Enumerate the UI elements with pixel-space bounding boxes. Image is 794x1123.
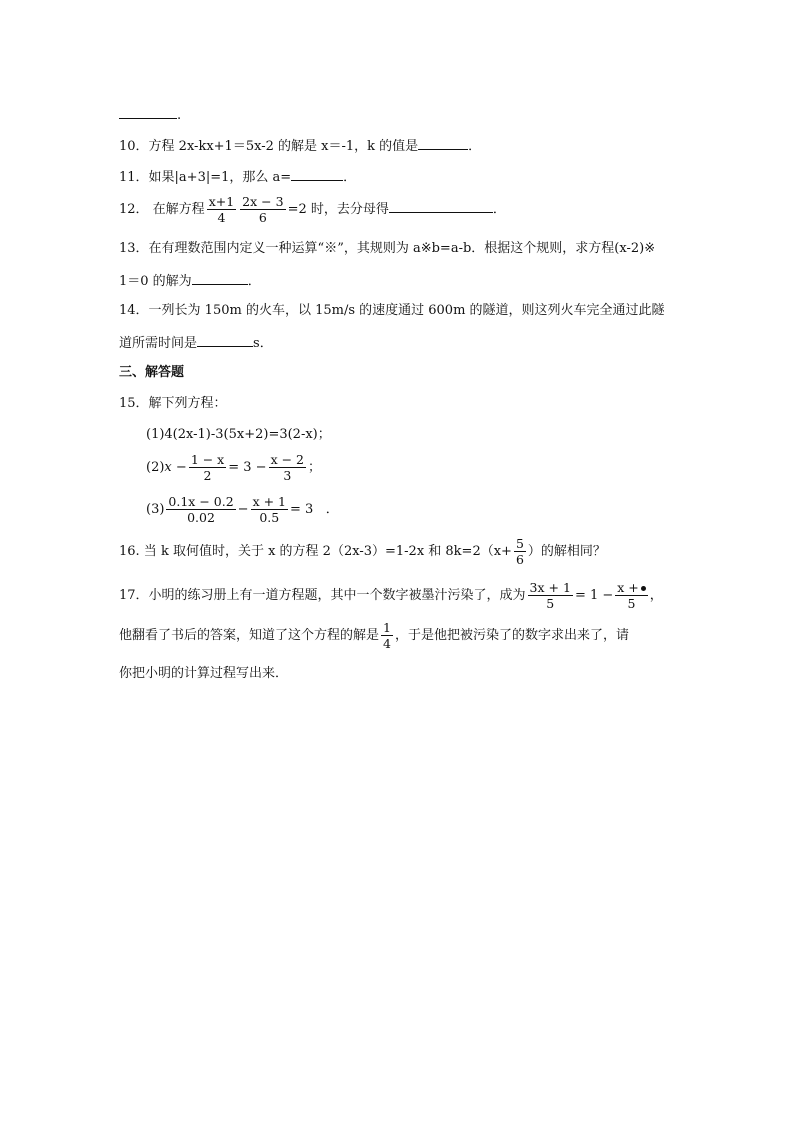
- q17-fraction-2: [615, 580, 648, 611]
- q14-unit: s: [253, 336, 260, 351]
- question-16: [119, 532, 606, 572]
- q12-frac1-den: 4: [217, 210, 226, 225]
- q12-fraction-2: [240, 194, 285, 225]
- q16-suffix: ）的解相同？: [527, 544, 606, 559]
- q12-prefix: 12． 在解方程: [119, 202, 205, 217]
- section-3-title: 三、解答题: [119, 365, 185, 380]
- q15-p2-end: ；: [308, 460, 322, 475]
- q15-p3-frac2-den: 0.5: [259, 510, 280, 525]
- q15-p3-frac2-num: x + 1: [252, 494, 286, 509]
- q17-line2-prefix: 他翻看了书后的答案，知道了这个方程的解是: [119, 628, 380, 643]
- q15-p3-label: (3): [146, 502, 165, 517]
- question-14-line2: [119, 333, 273, 353]
- q9-answer-tail: [119, 105, 181, 125]
- q16-frac-den: 6: [515, 552, 524, 567]
- q12-frac2-den: 6: [258, 210, 267, 225]
- q13-line2-prefix: 1＝0 的解为: [119, 274, 192, 289]
- q13-end: ．: [247, 274, 261, 289]
- question-11: [119, 167, 356, 187]
- q10-end: ．: [468, 139, 482, 154]
- question-13-line2: [119, 271, 261, 291]
- q15-p3-rhs: = 3: [290, 502, 314, 517]
- q12-answer-blank[interactable]: [389, 199, 493, 213]
- question-12: [119, 190, 506, 230]
- q15-p2-frac2-den: 3: [283, 468, 292, 483]
- q15-p2-frac1-num: 1 − x: [190, 452, 225, 467]
- q15-p3-frac1-num: 0.1x − 0.2: [168, 494, 234, 509]
- q16-prefix: 16. 当 k 取何值时，关于 x 的方程 2（2x-3）=1-2x 和 8k=2（x+: [119, 544, 512, 559]
- q12-fraction-1: [207, 194, 236, 225]
- q12-end: ．: [492, 202, 506, 217]
- q15-p2-mid: = 3 −: [228, 460, 267, 475]
- q15-p3-end: ．: [325, 502, 339, 517]
- q15-p2-frac2-num: x − 2: [270, 452, 305, 467]
- question-17-line3: 你把小明的计算过程写出来．: [119, 666, 289, 681]
- q10-text: 10．方程 2x-kx+1＝5x-2 的解是 x＝-1，k 的值是: [119, 139, 419, 154]
- q17-frac2-den: 5: [627, 596, 636, 611]
- question-15-part-1: (1)4(2x-1)-3(5x+2)=3(2-x)；: [146, 427, 331, 442]
- question-17-line2: [119, 616, 629, 656]
- question-15-intro: 15．解下列方程：: [119, 396, 227, 411]
- q15-p2-fraction-2: [269, 452, 306, 483]
- q16-frac-num: 5: [515, 536, 524, 551]
- q11-answer-blank[interactable]: [291, 167, 343, 181]
- q9-end: .: [177, 108, 182, 123]
- q17-frac1-den: 5: [546, 596, 555, 611]
- q11-text: 11．如果|a+3|=1，那么 a=: [119, 170, 292, 185]
- question-17-line1: [119, 574, 663, 618]
- q14-end: ．: [259, 336, 273, 351]
- q12-suffix: =2 时，去分母得: [287, 202, 389, 217]
- q15-p3-fraction-2: [251, 494, 288, 525]
- q13-answer-blank[interactable]: [192, 271, 248, 285]
- q12-frac2-num: 2x − 3: [242, 194, 284, 209]
- q17-solution-fraction: [381, 620, 393, 651]
- q17-sol-den: 4: [383, 636, 391, 651]
- q17-mid: = 1 −: [574, 588, 614, 603]
- q10-answer-blank[interactable]: [418, 136, 468, 150]
- q15-p3-minus: −: [237, 502, 249, 517]
- q17-frac2-num-wrap: [615, 580, 648, 596]
- question-14-line1: 14．一列长为 150m 的火车，以 15m/s 的速度通过 600m 的隧道，则这列火车完全通过此隧: [119, 303, 665, 318]
- q17-sol-num: 1: [383, 620, 391, 635]
- q17-line1-end: ，: [649, 588, 663, 603]
- q15-p3-fraction-1: [166, 494, 235, 525]
- q15-p2-fraction-1: [189, 452, 226, 483]
- q15-p2-frac1-den: 2: [203, 468, 212, 483]
- q15-p3-frac1-den: 0.02: [187, 510, 215, 525]
- question-10: [119, 136, 481, 156]
- q17-line1-prefix: 17．小明的练习册上有一道方程题，其中一个数字被墨汁污染了，成为: [119, 588, 526, 603]
- q14-answer-blank[interactable]: [197, 333, 253, 347]
- q9-answer-blank[interactable]: [119, 105, 177, 119]
- q17-frac1-num: 3x + 1: [529, 580, 571, 595]
- q11-end: ．: [343, 170, 357, 185]
- q14-line2-prefix: 道所需时间是: [119, 336, 198, 351]
- q15-p2-x: x: [164, 460, 172, 475]
- q15-p2-minus: −: [175, 460, 187, 475]
- q12-frac1-num: x+1: [208, 194, 235, 209]
- ink-blot-icon: [641, 586, 646, 591]
- q17-frac2-num: x +: [617, 580, 639, 595]
- q17-line2-suffix: ，于是他把被污染了的数字求出来了，请: [394, 628, 629, 643]
- q16-fraction: [514, 536, 526, 567]
- question-15-part-3: [146, 488, 339, 532]
- q17-fraction-1: [528, 580, 573, 611]
- question-13-line1: 13．在有理数范围内定义一种运算“※”，其规则为 a※b=a-b．根据这个规则，求方程(x-2)※: [119, 241, 656, 256]
- question-15-part-2: [146, 446, 321, 490]
- q15-p2-label: (2): [146, 460, 165, 475]
